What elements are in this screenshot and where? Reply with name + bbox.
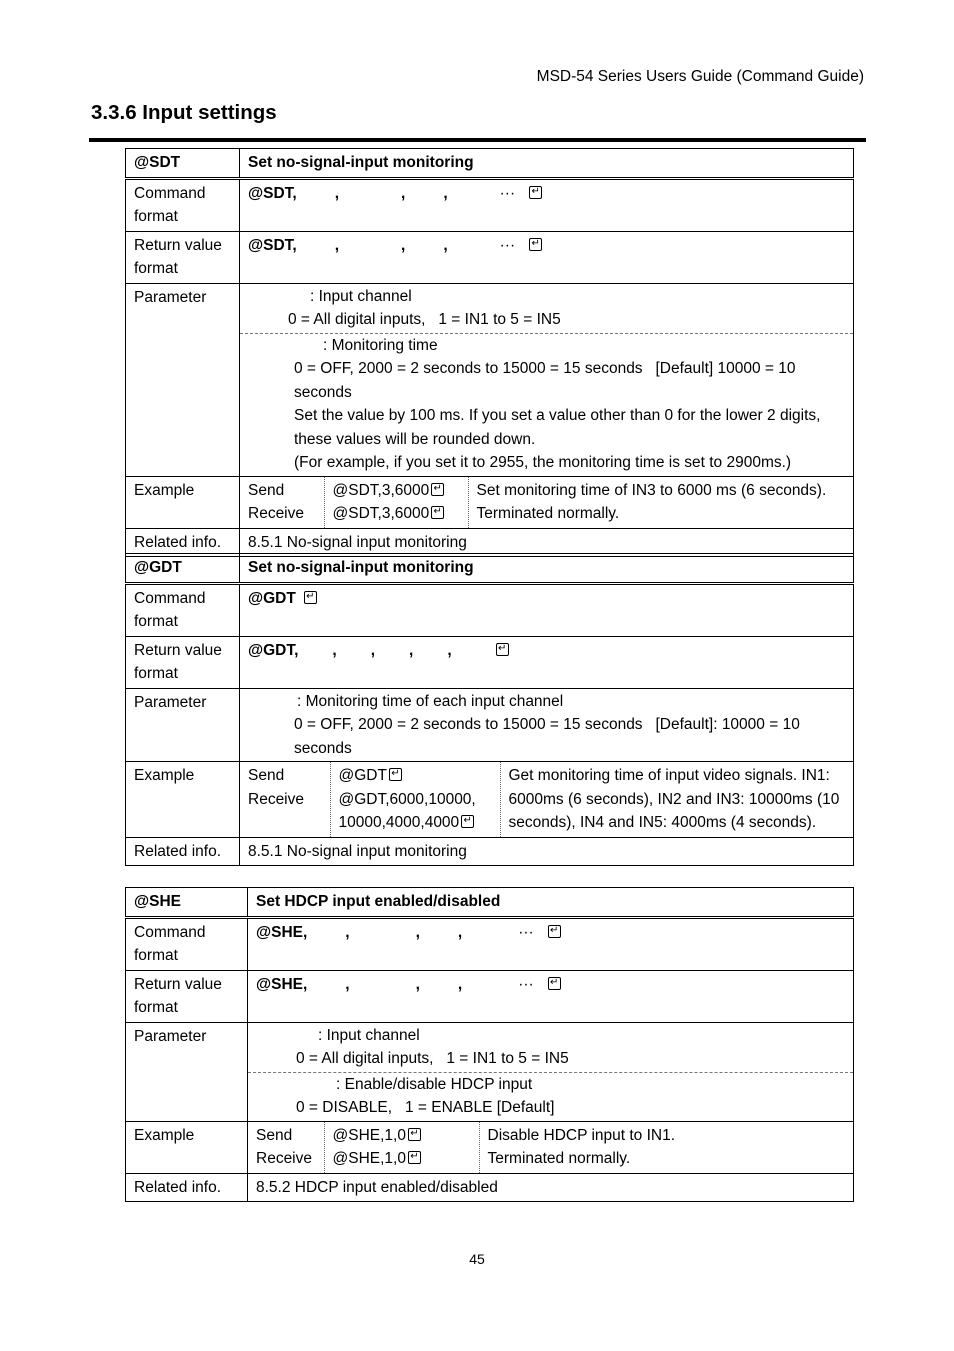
gdt-return-format-row [126, 636, 854, 688]
she-related-row [126, 1173, 854, 1202]
she-parameter-content [248, 1022, 854, 1121]
enter-icon: ↵ [529, 238, 542, 251]
she-header-row [126, 888, 854, 918]
sdt-return-format [240, 231, 854, 283]
gdt-command-format-row [126, 583, 854, 636]
she-parameter-row [126, 1022, 854, 1121]
sdt-ret-ellipsis: ··· [499, 236, 516, 254]
gdt-return-format [240, 636, 854, 688]
she-command-title: Set HDCP input enabled/disabled [248, 888, 854, 918]
enter-icon: ↵ [431, 483, 444, 496]
she-return-format-label: Return value format [126, 970, 248, 1022]
sdt-example-label: Example [126, 476, 240, 528]
sdt-ex-send-desc: Set monitoring time of IN3 to 6000 ms (6 seconds). [476, 481, 827, 499]
section-rule [89, 138, 866, 142]
sdt-ex-send-cmd: @SDT,3,6000 [332, 481, 430, 499]
gdt-command-table [125, 553, 854, 866]
gdt-command-format-label: Command format [126, 583, 240, 636]
gdt-related-label: Related info. [126, 837, 240, 866]
gdt-example-label: Example [126, 762, 240, 838]
enter-icon: ↵ [548, 977, 561, 990]
sdt-cmd-comma-2: , [401, 184, 406, 202]
page-number: 45 [469, 1251, 485, 1267]
she-related-label: Related info. [126, 1173, 248, 1202]
she-param2-values: 0 = DISABLE, 1 = ENABLE [Default] [296, 1099, 555, 1116]
enter-icon: ↵ [496, 643, 509, 656]
sdt-ret-comma-1: , [334, 236, 340, 254]
she-ret-comma-2: , [415, 975, 420, 993]
sdt-command-format [240, 178, 854, 231]
she-ret-comma-1: , [345, 975, 350, 993]
gdt-ret-comma-2: , [370, 641, 376, 659]
she-return-format-row [126, 970, 854, 1022]
sdt-ret-comma-3: , [443, 236, 448, 254]
she-param2-label: : Enable/disable HDCP input [336, 1075, 533, 1093]
sdt-command-format-label: Command format [126, 178, 240, 231]
she-ret-ellipsis: ··· [518, 975, 534, 993]
enter-icon: ↵ [389, 768, 402, 781]
sdt-example-content [240, 476, 854, 528]
sdt-param1-label: : Input channel [310, 287, 412, 305]
sdt-ex-recv-cmd: @SDT,3,6000 [332, 505, 430, 522]
she-ex-receive-label: Receive [256, 1150, 312, 1167]
gdt-command-format [240, 583, 854, 636]
she-param1-values: 0 = All digital inputs, 1 = IN1 to 5 = IN5 [296, 1050, 569, 1067]
gdt-command-name: @GDT [126, 554, 240, 584]
gdt-ret-comma-1: , [332, 641, 337, 659]
she-param1-label: : Input channel [318, 1026, 420, 1044]
section-title: 3.3.6 Input settings [91, 101, 277, 124]
she-ex-recv-desc: Terminated normally. [487, 1150, 631, 1167]
sdt-return-format-row [126, 231, 854, 283]
gdt-header-row [126, 554, 854, 584]
sdt-parameter-label: Parameter [126, 283, 240, 476]
gdt-return-format-label: Return value format [126, 636, 240, 688]
gdt-command-title: Set no-signal-input monitoring [240, 554, 854, 584]
sdt-ex-receive-label: Receive [248, 505, 304, 522]
sdt-param2-line3: (For example, if you set it to 2955, the monitoring time is set to 2900ms.) [294, 454, 792, 471]
she-example-content [248, 1121, 854, 1173]
sdt-ex-recv-desc: Terminated normally. [476, 505, 620, 522]
gdt-parameter-row [126, 688, 854, 762]
she-ex-send-label: Send [256, 1126, 293, 1144]
she-related-info: 8.5.2 HDCP input enabled/disabled [248, 1173, 854, 1202]
gdt-parameter-label: Parameter [126, 688, 240, 762]
gdt-ex-recv-cmd-line1: @GDT,6000,10000, [338, 790, 476, 808]
sdt-related-info: 8.5.1 No-signal input monitoring [240, 528, 854, 557]
she-cmd-prefix: @SHE, [256, 923, 308, 941]
she-return-format [248, 970, 854, 1022]
sdt-command-name: @SDT [126, 149, 240, 179]
gdt-ex-recv-cmd-line2: 10000,4000,4000 [338, 814, 460, 831]
she-cmd-ellipsis: ··· [518, 923, 534, 941]
she-cmd-comma-1: , [345, 923, 350, 941]
sdt-example-row [126, 476, 854, 528]
sdt-cmd-comma-3: , [443, 184, 448, 202]
gdt-ret-prefix: @GDT, [248, 641, 299, 659]
sdt-command-title: Set no-signal-input monitoring [240, 149, 854, 179]
she-example-label: Example [126, 1121, 248, 1173]
she-command-format-row [126, 917, 854, 970]
she-command-format [248, 917, 854, 970]
she-cmd-comma-2: , [415, 923, 420, 941]
sdt-param2-label: : Monitoring time [323, 336, 438, 354]
gdt-parameter-content [240, 688, 854, 762]
she-example-row [126, 1121, 854, 1173]
gdt-param-label: : Monitoring time of each input channel [297, 692, 564, 710]
gdt-example-row [126, 762, 854, 838]
sdt-cmd-comma-1: , [334, 184, 340, 202]
gdt-ex-send-cmd: @GDT [338, 767, 387, 784]
sdt-parameter-content [240, 283, 854, 476]
enter-icon: ↵ [548, 925, 561, 938]
enter-icon: ↵ [304, 591, 317, 604]
gdt-cmd: @GDT [248, 589, 296, 607]
enter-icon: ↵ [431, 506, 444, 519]
she-cmd-comma-3: , [457, 923, 463, 941]
sdt-return-format-label: Return value format [126, 231, 240, 283]
she-ret-comma-3: , [457, 975, 463, 993]
enter-icon: ↵ [529, 186, 542, 199]
enter-icon: ↵ [408, 1151, 421, 1164]
she-ex-send-cmd: @SHE,1,0 [332, 1126, 406, 1144]
sdt-param1-values: 0 = All digital inputs, 1 = IN1 to 5 = IN5 [288, 311, 561, 328]
gdt-param-values: 0 = OFF, 2000 = 2 seconds to 15000 = 15 seconds [Default]: 10000 = 10 seconds [294, 716, 800, 757]
sdt-header-row [126, 149, 854, 179]
gdt-related-info: 8.5.1 No-signal input monitoring [240, 837, 854, 866]
sdt-ret-comma-2: , [401, 236, 406, 254]
enter-icon: ↵ [461, 815, 474, 828]
she-ret-prefix: @SHE, [256, 975, 308, 993]
sdt-ret-prefix: @SDT, [248, 236, 297, 254]
sdt-param2-line1: 0 = OFF, 2000 = 2 seconds to 15000 = 15 seconds [Default] 10000 = 10 seconds [294, 360, 796, 401]
sdt-related-label: Related info. [126, 528, 240, 557]
sdt-command-table [125, 148, 854, 557]
enter-icon: ↵ [408, 1128, 421, 1141]
she-parameter-label: Parameter [126, 1022, 248, 1121]
gdt-related-row [126, 837, 854, 866]
gdt-ex-receive-label: Receive [248, 790, 304, 808]
sdt-ex-send-label: Send [248, 481, 285, 499]
gdt-example-content [240, 762, 854, 838]
she-command-table [125, 887, 854, 1202]
sdt-parameter-row [126, 283, 854, 476]
gdt-ex-desc: Get monitoring time of input video signals. IN1: 6000ms (6 seconds), IN2 and IN3: 10000ms (10 seconds), IN4 and IN5: 4000ms (4 seconds). [508, 767, 840, 831]
she-command-format-label: Command format [126, 917, 248, 970]
sdt-cmd-ellipsis: ··· [499, 184, 516, 202]
document-header: MSD-54 Series Users Guide (Command Guide) [536, 68, 864, 85]
she-ex-send-desc: Disable HDCP input to IN1. [487, 1126, 676, 1144]
gdt-ret-comma-4: , [447, 641, 452, 659]
gdt-ret-comma-3: , [409, 641, 414, 659]
she-command-name: @SHE [126, 888, 248, 918]
sdt-cmd-prefix: @SDT, [248, 184, 297, 202]
gdt-ex-send-label: Send [248, 767, 285, 784]
sdt-command-format-row [126, 178, 854, 231]
sdt-param2-line2: Set the value by 100 ms. If you set a value other than 0 for the lower 2 digits, these values will be rounded down. [294, 407, 821, 448]
she-ex-recv-cmd: @SHE,1,0 [332, 1150, 406, 1167]
